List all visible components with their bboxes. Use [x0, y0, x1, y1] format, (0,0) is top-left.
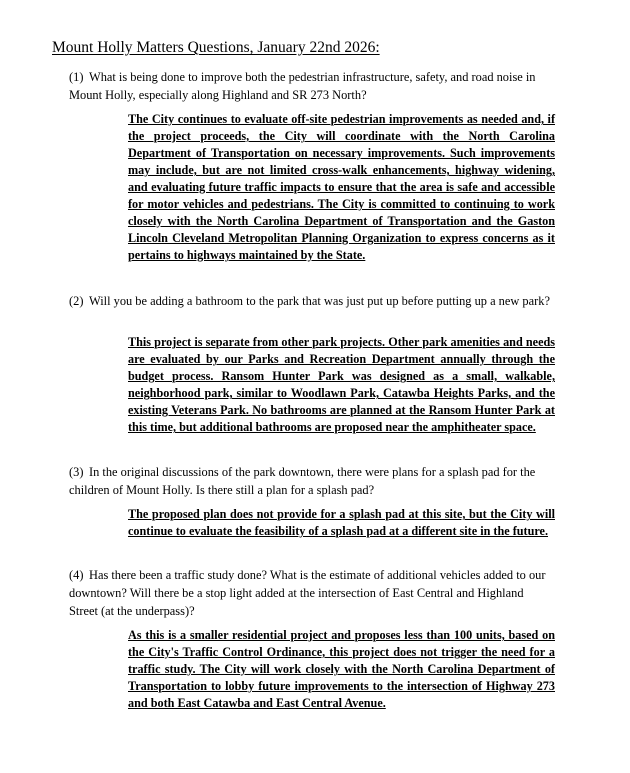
- question-1: [69, 68, 555, 104]
- question-text: In the original discussions of the park downtown, there were plans for a splash pad for the children of Mount Holly. Is there still a plan for a splash pad?: [69, 465, 536, 497]
- question-number: (4): [69, 568, 84, 582]
- question-text: Has there been a traffic study done? What is the estimate of additional vehicles added to our downtown? Will there be a stop light added at the intersection of East Central and Highland Street (at the underpass)?: [69, 568, 546, 618]
- question-3: [69, 463, 555, 499]
- question-2: [69, 292, 555, 310]
- question-number: (2): [69, 294, 84, 308]
- page-title: Mount Holly Matters Questions, January 22nd 2026:: [52, 39, 380, 56]
- answer-1: The City continues to evaluate off-site pedestrian improvements as needed and, if the project proceeds, the City will coordinate with the North Carolina Department of Transportation on necessary improvements. Such improvements may include, but are not limited cross-walk enhancements, highway widening, and evaluating future traffic impacts to ensure that the area is safe and accessible for motor vehicles and pedestrians. The City is committed to continuing to work closely with the North Carolina Department of Transportation and the Gaston Lincoln Cleveland Metropolitan Planning Organization to express concerns as it pertains to highways maintained by the State.: [128, 112, 555, 262]
- answer-3: The proposed plan does not provide for a splash pad at this site, but the City will continue to evaluate the feasibility of a splash pad at a different site in the future.: [128, 507, 555, 538]
- answer-4: As this is a smaller residential project and proposes less than 100 units, based on the City's Traffic Control Ordinance, this project does not trigger the need for a traffic study. The City will work closely with the North Carolina Department of Transportation to lobby future improvements to the intersection of Highway 273 and both East Catawba and East Central Avenue.: [128, 628, 555, 710]
- answer-2: This project is separate from other park projects. Other park amenities and needs are evaluated by our Parks and Recreation Department annually through the budget process. Ransom Hunter Park was designed as a small, walkable, neighborhood park, similar to Woodlawn Park, Catawba Heights Parks, and the existing Veterans Park. No bathrooms are planned at the Ransom Hunter Park at this time, but additional bathrooms are proposed near the amphitheater space.: [128, 335, 555, 434]
- question-number: (3): [69, 465, 84, 479]
- question-text: What is being done to improve both the pedestrian infrastructure, safety, and road noise in Mount Holly, especially along Highland and SR 273 North?: [69, 70, 536, 102]
- question-text: Will you be adding a bathroom to the park that was just put up before putting up a new park?: [89, 294, 550, 308]
- question-4: [69, 566, 555, 620]
- question-number: (1): [69, 70, 84, 84]
